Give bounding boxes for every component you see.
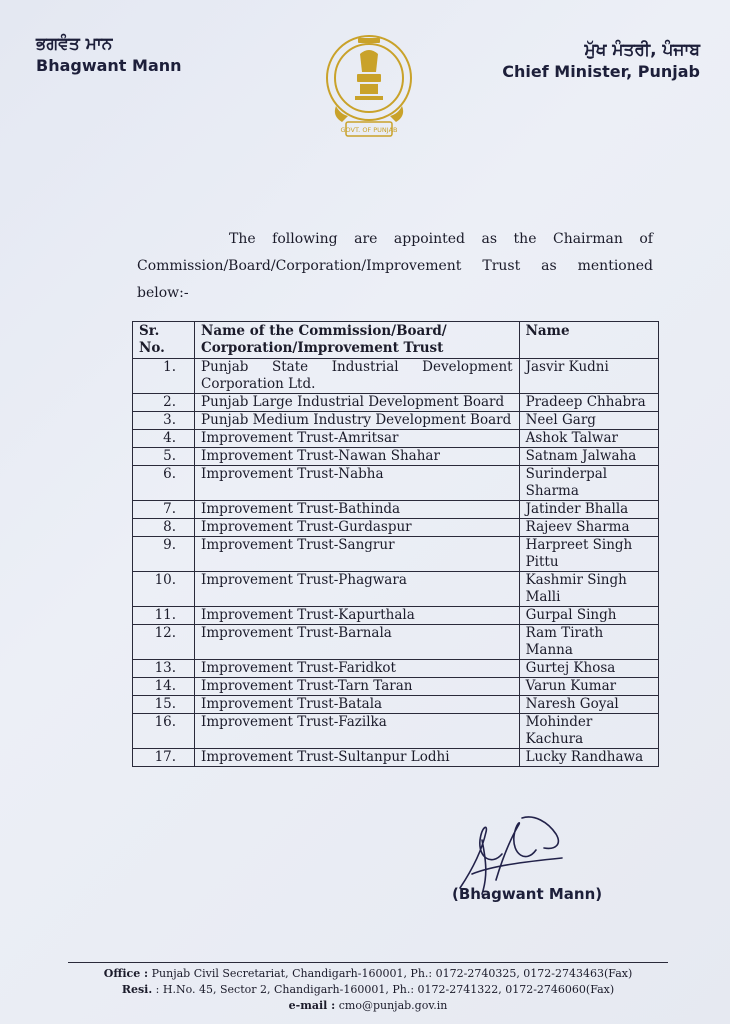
row-name: Pradeep Chhabra: [519, 394, 658, 412]
emblem-text: GOVT. OF PUNJAB: [340, 126, 398, 134]
footer-resi-text: : H.No. 45, Sector 2, Chandigarh-160001, Ph.: 0172-2741322, 0172-2746060(Fax): [155, 983, 615, 996]
table-row: [133, 537, 659, 572]
row-sr: 1.: [133, 359, 195, 394]
row-body: Improvement Trust-Phagwara: [195, 572, 520, 607]
signatory-name: (Bhagwant Mann): [452, 885, 603, 903]
table-row: [133, 625, 659, 660]
row-body: Improvement Trust-Barnala: [195, 625, 520, 660]
row-body: Improvement Trust-Sultanpur Lodhi: [195, 749, 520, 767]
table-row: [133, 660, 659, 678]
row-sr: 8.: [133, 519, 195, 537]
footer-resi-label: Resi.: [121, 983, 153, 996]
row-body: Improvement Trust-Fazilka: [195, 714, 520, 749]
row-sr: 14.: [133, 678, 195, 696]
table-row: [133, 678, 659, 696]
row-name: Naresh Goyal: [519, 696, 658, 714]
header-right-punjabi: ਮੁੱਖ ਮੰਤਰੀ, ਪੰਜਾਬ: [584, 40, 700, 60]
row-body: Improvement Trust-Faridkot: [195, 660, 520, 678]
intro-paragraph: The following are appointed as the Chairman of Commission/Board/Corporation/Improvement Trust as mentioned below:-: [137, 231, 653, 301]
row-body: Punjab State Industrial Development Corporation Ltd.: [195, 359, 520, 394]
header-left-english: Bhagwant Mann: [36, 56, 182, 75]
footer-office-label: Office :: [103, 967, 149, 980]
footer: [68, 966, 668, 1014]
header-right-english: Chief Minister, Punjab: [502, 62, 700, 81]
table-row: [133, 519, 659, 537]
row-body: Improvement Trust-Bathinda: [195, 501, 520, 519]
row-sr: 3.: [133, 412, 195, 430]
table-row: [133, 607, 659, 625]
row-name: Surinderpal Sharma: [519, 466, 658, 501]
state-emblem-icon: [322, 30, 416, 148]
table-row: [133, 394, 659, 412]
row-body: Improvement Trust-Kapurthala: [195, 607, 520, 625]
table-row: [133, 430, 659, 448]
footer-email-line: [68, 998, 668, 1014]
row-sr: 13.: [133, 660, 195, 678]
row-sr: 9.: [133, 537, 195, 572]
table-row: [133, 696, 659, 714]
row-name: Jatinder Bhalla: [519, 501, 658, 519]
row-name: Jasvir Kudni: [519, 359, 658, 394]
row-body: Improvement Trust-Amritsar: [195, 430, 520, 448]
row-sr: 10.: [133, 572, 195, 607]
header-right: [502, 40, 700, 81]
row-body: Punjab Large Industrial Development Board: [195, 394, 520, 412]
table-row: [133, 749, 659, 767]
row-sr: 15.: [133, 696, 195, 714]
row-body: Improvement Trust-Nabha: [195, 466, 520, 501]
row-sr: 11.: [133, 607, 195, 625]
row-body: Punjab Medium Industry Development Board: [195, 412, 520, 430]
row-sr: 2.: [133, 394, 195, 412]
table-row: [133, 448, 659, 466]
row-name: Mohinder Kachura: [519, 714, 658, 749]
row-sr: 17.: [133, 749, 195, 767]
row-name: Rajeev Sharma: [519, 519, 658, 537]
row-name: Neel Garg: [519, 412, 658, 430]
header-body-name: Name of the Commission/Board/ Corporation/Improvement Trust: [195, 322, 520, 359]
row-sr: 6.: [133, 466, 195, 501]
row-name: Kashmir Singh Malli: [519, 572, 658, 607]
footer-divider: [68, 962, 668, 963]
footer-email-text: cmo@punjab.gov.in: [338, 999, 448, 1012]
row-name: Harpreet Singh Pittu: [519, 537, 658, 572]
footer-office-line: [68, 966, 668, 982]
row-sr: 16.: [133, 714, 195, 749]
row-sr: 12.: [133, 625, 195, 660]
appointments-table: [132, 321, 659, 767]
row-name: Satnam Jalwaha: [519, 448, 658, 466]
table-header-row: [133, 322, 659, 359]
row-body: Improvement Trust-Gurdaspur: [195, 519, 520, 537]
table-row: [133, 359, 659, 394]
row-name: Gurpal Singh: [519, 607, 658, 625]
row-body: Improvement Trust-Tarn Taran: [195, 678, 520, 696]
row-name: Gurtej Khosa: [519, 660, 658, 678]
footer-email-label: e-mail :: [288, 999, 336, 1012]
row-sr: 5.: [133, 448, 195, 466]
header-person-name: Name: [519, 322, 658, 359]
row-name: Lucky Randhawa: [519, 749, 658, 767]
header-left: [36, 34, 182, 75]
header-left-punjabi: ਭਗਵੰਤ ਮਾਨ: [36, 34, 113, 54]
footer-office-text: Punjab Civil Secretariat, Chandigarh-160001, Ph.: 0172-2740325, 0172-2743463(Fax): [151, 967, 633, 980]
header-sr-no: Sr. No.: [133, 322, 195, 359]
footer-resi-line: [68, 982, 668, 998]
row-sr: 7.: [133, 501, 195, 519]
row-body: Improvement Trust-Sangrur: [195, 537, 520, 572]
table-row: [133, 714, 659, 749]
row-name: Ashok Talwar: [519, 430, 658, 448]
row-body: Improvement Trust-Batala: [195, 696, 520, 714]
row-sr: 4.: [133, 430, 195, 448]
table-row: [133, 412, 659, 430]
table-row: [133, 466, 659, 501]
row-name: Ram Tirath Manna: [519, 625, 658, 660]
table-row: [133, 572, 659, 607]
table-row: [133, 501, 659, 519]
row-name: Varun Kumar: [519, 678, 658, 696]
row-body: Improvement Trust-Nawan Shahar: [195, 448, 520, 466]
